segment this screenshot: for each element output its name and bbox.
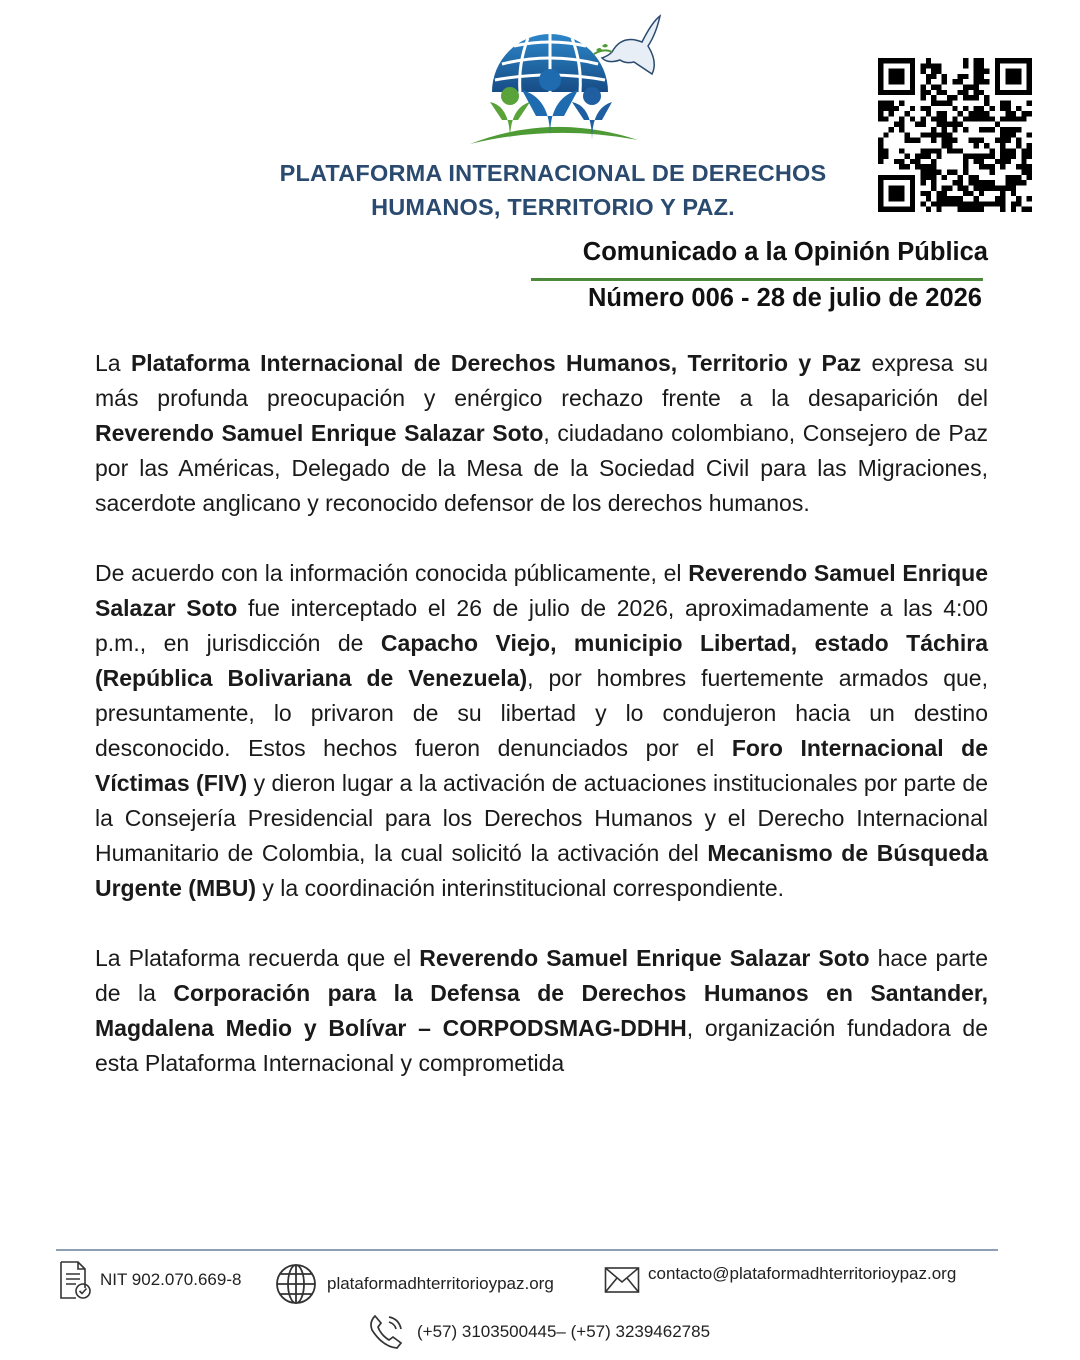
text-run: y la coordinación interinstitucional correspondiente. xyxy=(256,875,785,901)
footer-website[interactable] xyxy=(275,1263,554,1305)
email-link[interactable]: contacto@plataformadhterritorioypaz.org xyxy=(648,1264,957,1283)
globe-dove-people-logo xyxy=(462,12,666,152)
text-run: , por hombres fuertemente armados que, presuntamente, lo privaron de su libertad y lo condujeron hacia un destino desconocido. Estos hechos fueron denunciados por el xyxy=(95,665,988,761)
bold-run: Foro Internacional de Víctimas (FIV) xyxy=(95,735,988,796)
footer-divider xyxy=(56,1249,998,1251)
bold-run: Plataforma Internacional de Derechos Humanos, Territorio y Paz xyxy=(130,350,862,376)
communique-body xyxy=(95,346,988,1116)
communique-number: Número 006 - 28 de julio de 2026 xyxy=(588,284,982,312)
text-run: fue interceptado el 26 de julio de 2026, aproximadamente a las 4:00 p.m., en jurisdicción de xyxy=(95,595,988,656)
communique-title: Comunicado a la Opinión Pública xyxy=(582,238,988,266)
title-underline xyxy=(531,278,983,281)
text-run: , organización fundadora de esta Plataforma Internacional y comprometida xyxy=(95,1015,989,1076)
text-run: La Plataforma recuerda que el xyxy=(95,945,420,971)
text-run: La xyxy=(95,350,131,376)
qr-code xyxy=(878,58,1032,212)
globe-icon xyxy=(275,1263,317,1305)
bold-run: Reverendo Samuel Enrique Salazar Soto xyxy=(95,420,544,446)
phone-numbers[interactable]: (+57) 3103500445– (+57) 3239462785 xyxy=(417,1322,711,1341)
text-run: , ciudadano colombiano, Consejero de Paz por las Américas, Delegado de la Mesa de la Sociedad Civil para las Migraciones, sacerdote anglicano y reconocido defensor de los derechos humanos. xyxy=(95,420,988,516)
bold-run: Capacho Viejo, municipio Libertad, estado Táchira (República Bolivariana de Venezuela) xyxy=(95,630,988,691)
footer-email[interactable] xyxy=(604,1266,956,1294)
paragraph-2 xyxy=(95,556,988,906)
org-name-line-2: HUMANOS, TERRITORIO Y PAZ. xyxy=(371,194,735,220)
footer-phones[interactable] xyxy=(367,1313,710,1351)
document-check-icon xyxy=(58,1260,92,1300)
text-run: y dieron lugar a la activación de actuaciones institucionales por parte de la Consejería Presidencial para los Derechos Humanos y el Derecho Internacional Humanitario de Colombia, la cual solicitó la activación del xyxy=(95,770,988,866)
footer-nit xyxy=(58,1260,241,1300)
org-name-line-1: PLATAFORMA INTERNACIONAL DE DERECHOS xyxy=(279,160,827,186)
organization-name xyxy=(240,156,866,224)
website-link[interactable]: plataformadhterritorioypaz.org xyxy=(327,1274,554,1293)
bold-run: Reverendo Samuel Enrique Salazar Soto xyxy=(95,560,988,621)
paragraph-3 xyxy=(95,941,988,1081)
text-run: De acuerdo con la información conocida públicamente, el xyxy=(95,560,689,586)
bold-run: Corporación para la Defensa de Derechos Humanos en Santander, Magdalena Medio y Bolívar – CORPODSMAG-DDHH xyxy=(95,980,989,1041)
bold-run: Reverendo Samuel Enrique Salazar Soto xyxy=(419,945,870,971)
text-run: expresa su más profunda preocupación y enérgico rechazo frente a la desaparición del xyxy=(95,350,988,411)
nit-text: NIT 902.070.669-8 xyxy=(100,1270,242,1289)
text-run: hace parte de la xyxy=(95,945,988,1006)
envelope-icon xyxy=(604,1266,640,1294)
phone-icon xyxy=(367,1313,405,1351)
paragraph-1 xyxy=(95,346,988,521)
bold-run: Mecanismo de Búsqueda Urgente (MBU) xyxy=(95,840,988,901)
